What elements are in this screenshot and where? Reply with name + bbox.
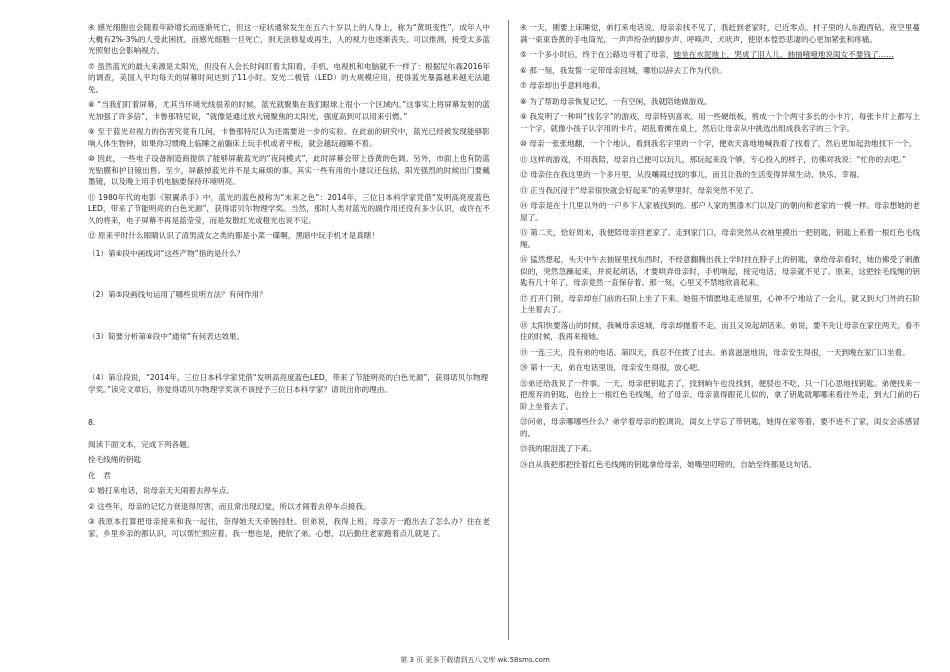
- paragraph: ⑨ 至于蓝光对视力的伤害究竟有几何，卡鲁那特尼认为还需要进一步的实验。在此前的研究中，蓝光已经被发现能够影响人体生物钟，如果你习惯晚上临睡之前躺床上玩手机或者平板，就会越玩越睡不着。: [88, 127, 490, 148]
- story-author: 化 君: [88, 470, 111, 480]
- paragraph: ㉑弟还给我说了一件事。一天，母亲把钥匙丢了，找到晌午也没找到，便驳也不吃，只一门心思地找钥匙。弟便找来一把废弃的钥匙，也拴上一根红色毛线绳，给了母亲。母亲喜得跟花儿似的，拿了钥匙就哪哪来看往外走，到大门前的石阶上坐着去了。: [520, 378, 920, 411]
- instruction: 阅读下面文本，完成下列各题。: [88, 439, 195, 449]
- paragraph: ② 这些年，母亲的记忆力衰退得厉害，而且常出现幻觉，所以才闹着去停车点接我。: [88, 501, 371, 511]
- paragraph: ⑱ 太阳快要落山的时候，我喊母亲返城，母亲却抛着不走，而且又说起胡话来。弟说，要不先让母亲在家住两天，看不住的时候，我再来接她。: [520, 320, 920, 341]
- paragraph: ⑨ 我发明了一种叫“找名字”的游戏，母亲特别喜欢。用一些硬纸板，剪成一个个两寸多长的小卡片，每张卡片上都写上一个字，就像小孩子认字用的卡片，胡乱着摊在桌上，然后让母亲从中挑选出组成我名字的三个字。: [520, 112, 920, 133]
- paragraph: ⑬ 正当我沉浸于“母亲很快就会好起来”的美梦里时，母亲突然不见了。: [520, 185, 759, 195]
- left-column: [88, 22, 490, 543]
- page-footer: 第 3 页 更多下载请到五八文库 wk.58sms.com: [400, 656, 550, 664]
- question: （2）第⑤段画线句运用了哪些说明方法？有何作用？: [88, 290, 267, 299]
- paragraph: ④ 感光细胞也会随着年龄增长而逐渐死亡，但这一症状通常发生在五六十岁以上的人身上，称为“黄斑变性”，成年人中大概有2%-3%的人受此困扰。而感光细胞一旦死亡，则无法修复或再生，人的视力也逐渐丧失。可以推测，接受太多蓝光照射也会影响视力。: [88, 23, 490, 55]
- paragraph: ⑦ 虽然蓝光的最大来源是太阳光，但没有人会长时间盯着太阳看，手机、电视机和电脑就不一样了：根据尼尔森2016年的调查，美国人平均每天的屏幕时间达到了11小时。发光二极管（LED）的大规模应用，使得蓝光暴露越来越无法避免。: [88, 61, 490, 94]
- paragraph: ⑧ 为了帮助母亲恢复记忆，一有空闲，我就陪她做游戏。: [520, 96, 712, 106]
- paragraph: ⑰ 打开门锁，母亲却在门前的石阶上坐了下来。她很不情愿地走进屋里，心神不宁地站了一会儿，就又到大门外的石阶上坐着去了。: [520, 293, 920, 314]
- paragraph: ⑫ 母亲住在我这里的一个多月里，从没嚷闹过找的事儿，而且让我的生活变得异常生动、快乐、幸福。: [520, 170, 865, 179]
- paragraph: ③ 我原本打算把母亲接来和我一起住，奈得她天天牵肠挂肚。但弟说，我得上班，母亲万一跑出去了怎么办？住在老家，乡里乡亲的都认识，可以帮忙照应着。我一想也是，便依了弟。心想，以后勤往老家跑着点儿就是了。: [88, 517, 490, 538]
- paragraph: ⑧ “当我们盯着屏幕，尤其当环境光线很差的时候，蓝光就聚集在我们眼球上很小一个区域内。”这事实上将屏幕发射的蓝光加强了许多倍”，卡鲁那特尼说，“就像是通过放大镜聚焦的太阳光，强度高到可以用来引燃。”: [88, 100, 490, 121]
- right-column: [520, 22, 920, 474]
- story-title: 拴毛线绳的钥匙: [88, 455, 142, 464]
- paragraph: ⑪ 这样的游戏，不用我陪，母亲自己便可以玩儿，那玩起来没个够，专心投入的样子，仿佛对我说：“忙你的去吧。”: [520, 154, 907, 164]
- paragraph: ㉓我的眼泪流了下来。: [520, 444, 596, 453]
- paragraph: ㉔自从我把那把拴着红色毛线绳的钥匙拿给母亲，她嘴里叨唠的，自始至终都是这句话。: [520, 459, 817, 469]
- paragraph: ⑥ 那一刻，我发誓一定带母亲回城，哪怕以辞去工作为代价。: [520, 65, 727, 75]
- paragraph: ⑩ 因此，一些电子设备制造商提供了能够屏蔽蓝光的“夜间模式”，此时屏幕会带上昏黄的色调。另外，市面上也有防蓝光贴膜和护目镜出售。至少，屏蔽掉蓝光并不是太麻烦的事。其实一些有用的小建议还包括，阳光强烈的时候出门要戴墨镜，以及晚上用手机电脑要保持环境明亮。: [88, 154, 490, 186]
- column-divider: [508, 20, 509, 640]
- paragraph: ⑦ 母亲却出乎意料地乖。: [520, 81, 606, 90]
- paragraph: ⑳ 第十一天，弟在电话里说，母亲安生得很，放心吧。: [520, 363, 705, 372]
- paragraph: ⑪ 1980年代的电影《银翼杀手》中，蓝光的蓝色被称为“未来之色”：2014年，三位日本科学家凭借“发明高亮度蓝色LED，带来了节能明亮的白色光源”，获得诺贝尔物理学奖。当然，那时人类对蓝光的副作用还没有多少认识，或许在不久的将来，电子屏幕不再是蓝莹莹，而是发散红光或橙光也说不定。: [88, 192, 490, 225]
- paragraph: ⑩ 母亲一张张地翻，一个个地认，看到我名字里的一个字，便欢天喜地地喊我看了找着了，然后更加起劲地找下一个。: [520, 139, 917, 148]
- paragraph-text: ⑤ 一个多小时后，终于在公路边寻着了母亲，: [520, 50, 674, 59]
- paragraph: ㉒问弟，母亲哪哪些什么？弟学着母亲的腔调说，闺女上学忘了带钥匙，她得在家等着，要不进不了家，闺女会冻感冒的。: [520, 417, 920, 438]
- question: （1）第⑥段中画线词“这些产物”指的是什么？: [88, 248, 245, 258]
- underlined-sentence: 她坐在水泥地上，哭成了泪人儿，抽抽噎噎地说闺女不要钱了……: [673, 50, 894, 59]
- paragraph: [520, 49, 920, 61]
- paragraph: ⑮ 第二天，恰好周末，我便陪母亲回老家了。走到家门口，母亲突然从衣袖里摸出一把钥匙，钥匙上系着一根红色毛线绳。: [520, 228, 920, 249]
- paragraph: ⑭ 母亲是在十几里以外的一户乡下人家被找到的。那户人家的黑漆木门以及门的朝向和老家的一模一样。母亲想她的老屋了。: [520, 201, 920, 222]
- section-number: 8.: [88, 418, 96, 427]
- paragraph: ⑫ 原来平时什么眼睛认识了渣男渣女之类的都是小菜一碟啊，黑暗中玩手机才是真瞎！: [88, 231, 379, 240]
- question: （4）第⑪段说，“2014年，三位日本科学家凭借“发明高亮度蓝色LED，带来了节能明亮的白色光源”，获得诺贝尔物理学奖。”读完文章后，你觉得诺贝尔物理学奖该不该授予三位日本科学家？请说出你的理由。: [88, 373, 489, 394]
- paragraph: ④ 一天，刚要上床睡觉，弟打来电话说，母亲亲找不见了，我赶到老家时，已近零点。村子里的人东跑西钻，夜空里蔓满一束束昏黄的手电筒光，一声声纷杂的脚步声、呼唤声、犬吠声，使原本惶恐悲凄的心更加紧张和疼痛。: [520, 23, 920, 44]
- paragraph: ⑯ 猛然想起，头天中午去抽屉里找东西时，不经意翻腾出我上学时挂在脖子上的钥匙，拿给母亲看时，她仿佛受了刺激似的，突然急躁起来，并说起胡话，才要哄弄母亲时，手机响起，接完电话，母亲就不见了。原来，这把拴毛线绳的钥匙有几十年了，母亲竟然一直保存着。那一刻，心里又不禁地欣喜起来。: [520, 255, 920, 287]
- question: （3）简要分析第⑧段中“通常”有何表达效果。: [88, 331, 245, 341]
- paragraph: ① 婚打来电话，说母亲天天闹着去停车点。: [88, 486, 234, 495]
- paragraph: ⑲ 一连三天，没有弟的电话。第四天，我忍不住拨了过去。弟喜滋滋地说，母亲安生得很，一天到晚在家门口坐着。: [520, 347, 910, 357]
